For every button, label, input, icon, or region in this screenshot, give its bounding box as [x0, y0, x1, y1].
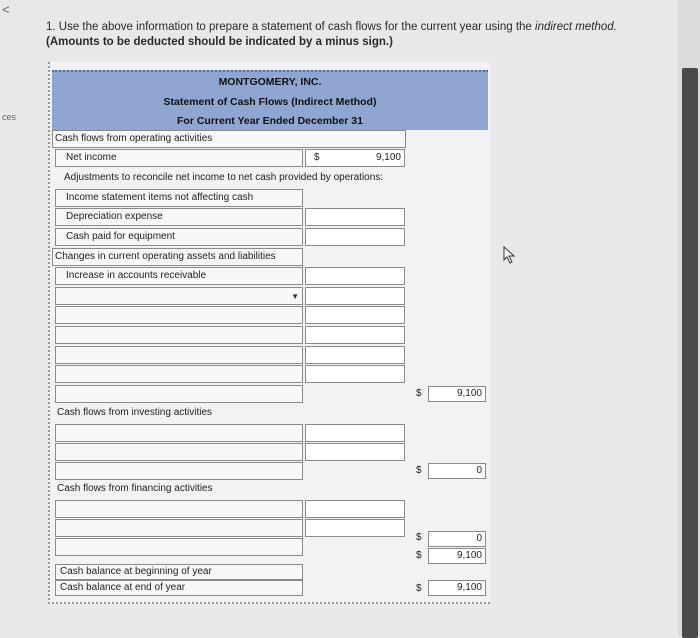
net-income-row [55, 149, 303, 167]
operating-heading: Cash flows from operating activities [55, 133, 213, 144]
question-body: Use the above information to prepare a statement of cash flows for the current year using the [55, 21, 536, 33]
investing-total-field[interactable]: 0 [428, 463, 486, 479]
net-income-label: Net income [66, 152, 117, 163]
financing-amount-field[interactable] [305, 519, 405, 537]
financing-total-dollar: $ [416, 532, 422, 543]
operating-amount-field[interactable] [305, 306, 405, 324]
mouse-cursor-icon [502, 246, 518, 264]
scrollbar-thumb[interactable] [682, 68, 698, 638]
beginning-balance-label: Cash balance at beginning of year [60, 566, 212, 577]
operating-blank-row[interactable] [55, 385, 303, 403]
accounts-receivable-row[interactable] [55, 267, 303, 285]
operating-blank-row[interactable] [55, 306, 303, 324]
financing-row[interactable] [55, 500, 303, 518]
operating-total-dollar: $ [416, 388, 422, 399]
income-items-label: Income statement items not affecting cash [66, 192, 254, 203]
operating-heading-row [52, 130, 406, 148]
operating-blank-row[interactable] [55, 346, 303, 364]
net-income-value: 9,100 [375, 152, 401, 163]
operating-dropdown-row[interactable] [55, 287, 303, 305]
ending-balance-row [55, 580, 303, 596]
cash-paid-amount-field[interactable] [305, 228, 405, 246]
ending-balance-label: Cash balance at end of year [60, 582, 186, 593]
depreciation-label: Depreciation expense [66, 211, 163, 222]
investing-amount-field[interactable] [305, 424, 405, 442]
question-instruction: (Amounts to be deducted should be indicated by a minus sign.) [46, 36, 393, 48]
financing-row[interactable] [55, 519, 303, 537]
accounts-receivable-label: Increase in accounts receivable [66, 270, 207, 281]
side-panel-text: ces [2, 112, 17, 122]
net-income-dollar: $ [314, 152, 320, 163]
investing-total-dollar: $ [416, 465, 422, 476]
beginning-balance-row [55, 564, 303, 580]
cash-paid-label: Cash paid for equipment [66, 231, 175, 242]
net-change-dollar: $ [416, 550, 422, 561]
changes-label: Changes in current operating assets and liabilities [55, 251, 276, 262]
back-arrow-icon[interactable]: < [2, 2, 10, 17]
investing-heading: Cash flows from investing activities [57, 407, 213, 418]
ending-balance-field[interactable]: 9,100 [428, 580, 486, 596]
investing-row[interactable] [55, 462, 303, 480]
investing-row[interactable] [55, 424, 303, 442]
changes-row [52, 248, 303, 266]
chevron-down-icon[interactable]: ▼ [291, 292, 299, 301]
financing-row[interactable] [55, 538, 303, 556]
investing-row[interactable] [55, 443, 303, 461]
adjustments-label: Adjustments to reconcile net income to net cash provided by operations: [64, 172, 384, 183]
net-change-field[interactable]: 9,100 [428, 548, 486, 564]
company-name: MONTGOMERY, INC. [218, 76, 322, 88]
question-text [46, 20, 666, 50]
income-items-row [55, 189, 303, 207]
question-method: indirect method. [535, 21, 617, 33]
operating-amount-field[interactable] [305, 346, 405, 364]
investing-amount-field[interactable] [305, 443, 405, 461]
statement-title: Statement of Cash Flows (Indirect Method) [163, 96, 377, 108]
depreciation-amount-field[interactable] [305, 208, 405, 226]
net-income-field[interactable] [305, 149, 405, 167]
financing-heading: Cash flows from financing activities [57, 483, 213, 494]
operating-amount-field[interactable] [305, 287, 405, 305]
operating-blank-row[interactable] [55, 365, 303, 383]
financing-total-field[interactable]: 0 [428, 531, 486, 547]
operating-amount-field[interactable] [305, 365, 405, 383]
ending-balance-dollar: $ [416, 583, 422, 594]
statement-header [52, 70, 488, 130]
question-number: 1. [46, 21, 56, 33]
operating-blank-row[interactable] [55, 326, 303, 344]
statement-period: For Current Year Ended December 31 [177, 115, 363, 127]
depreciation-row[interactable] [55, 208, 303, 226]
accounts-receivable-amount-field[interactable] [305, 267, 405, 285]
cash-paid-row[interactable] [55, 228, 303, 246]
operating-total-field[interactable]: 9,100 [428, 386, 486, 402]
financing-amount-field[interactable] [305, 500, 405, 518]
operating-amount-field[interactable] [305, 326, 405, 344]
